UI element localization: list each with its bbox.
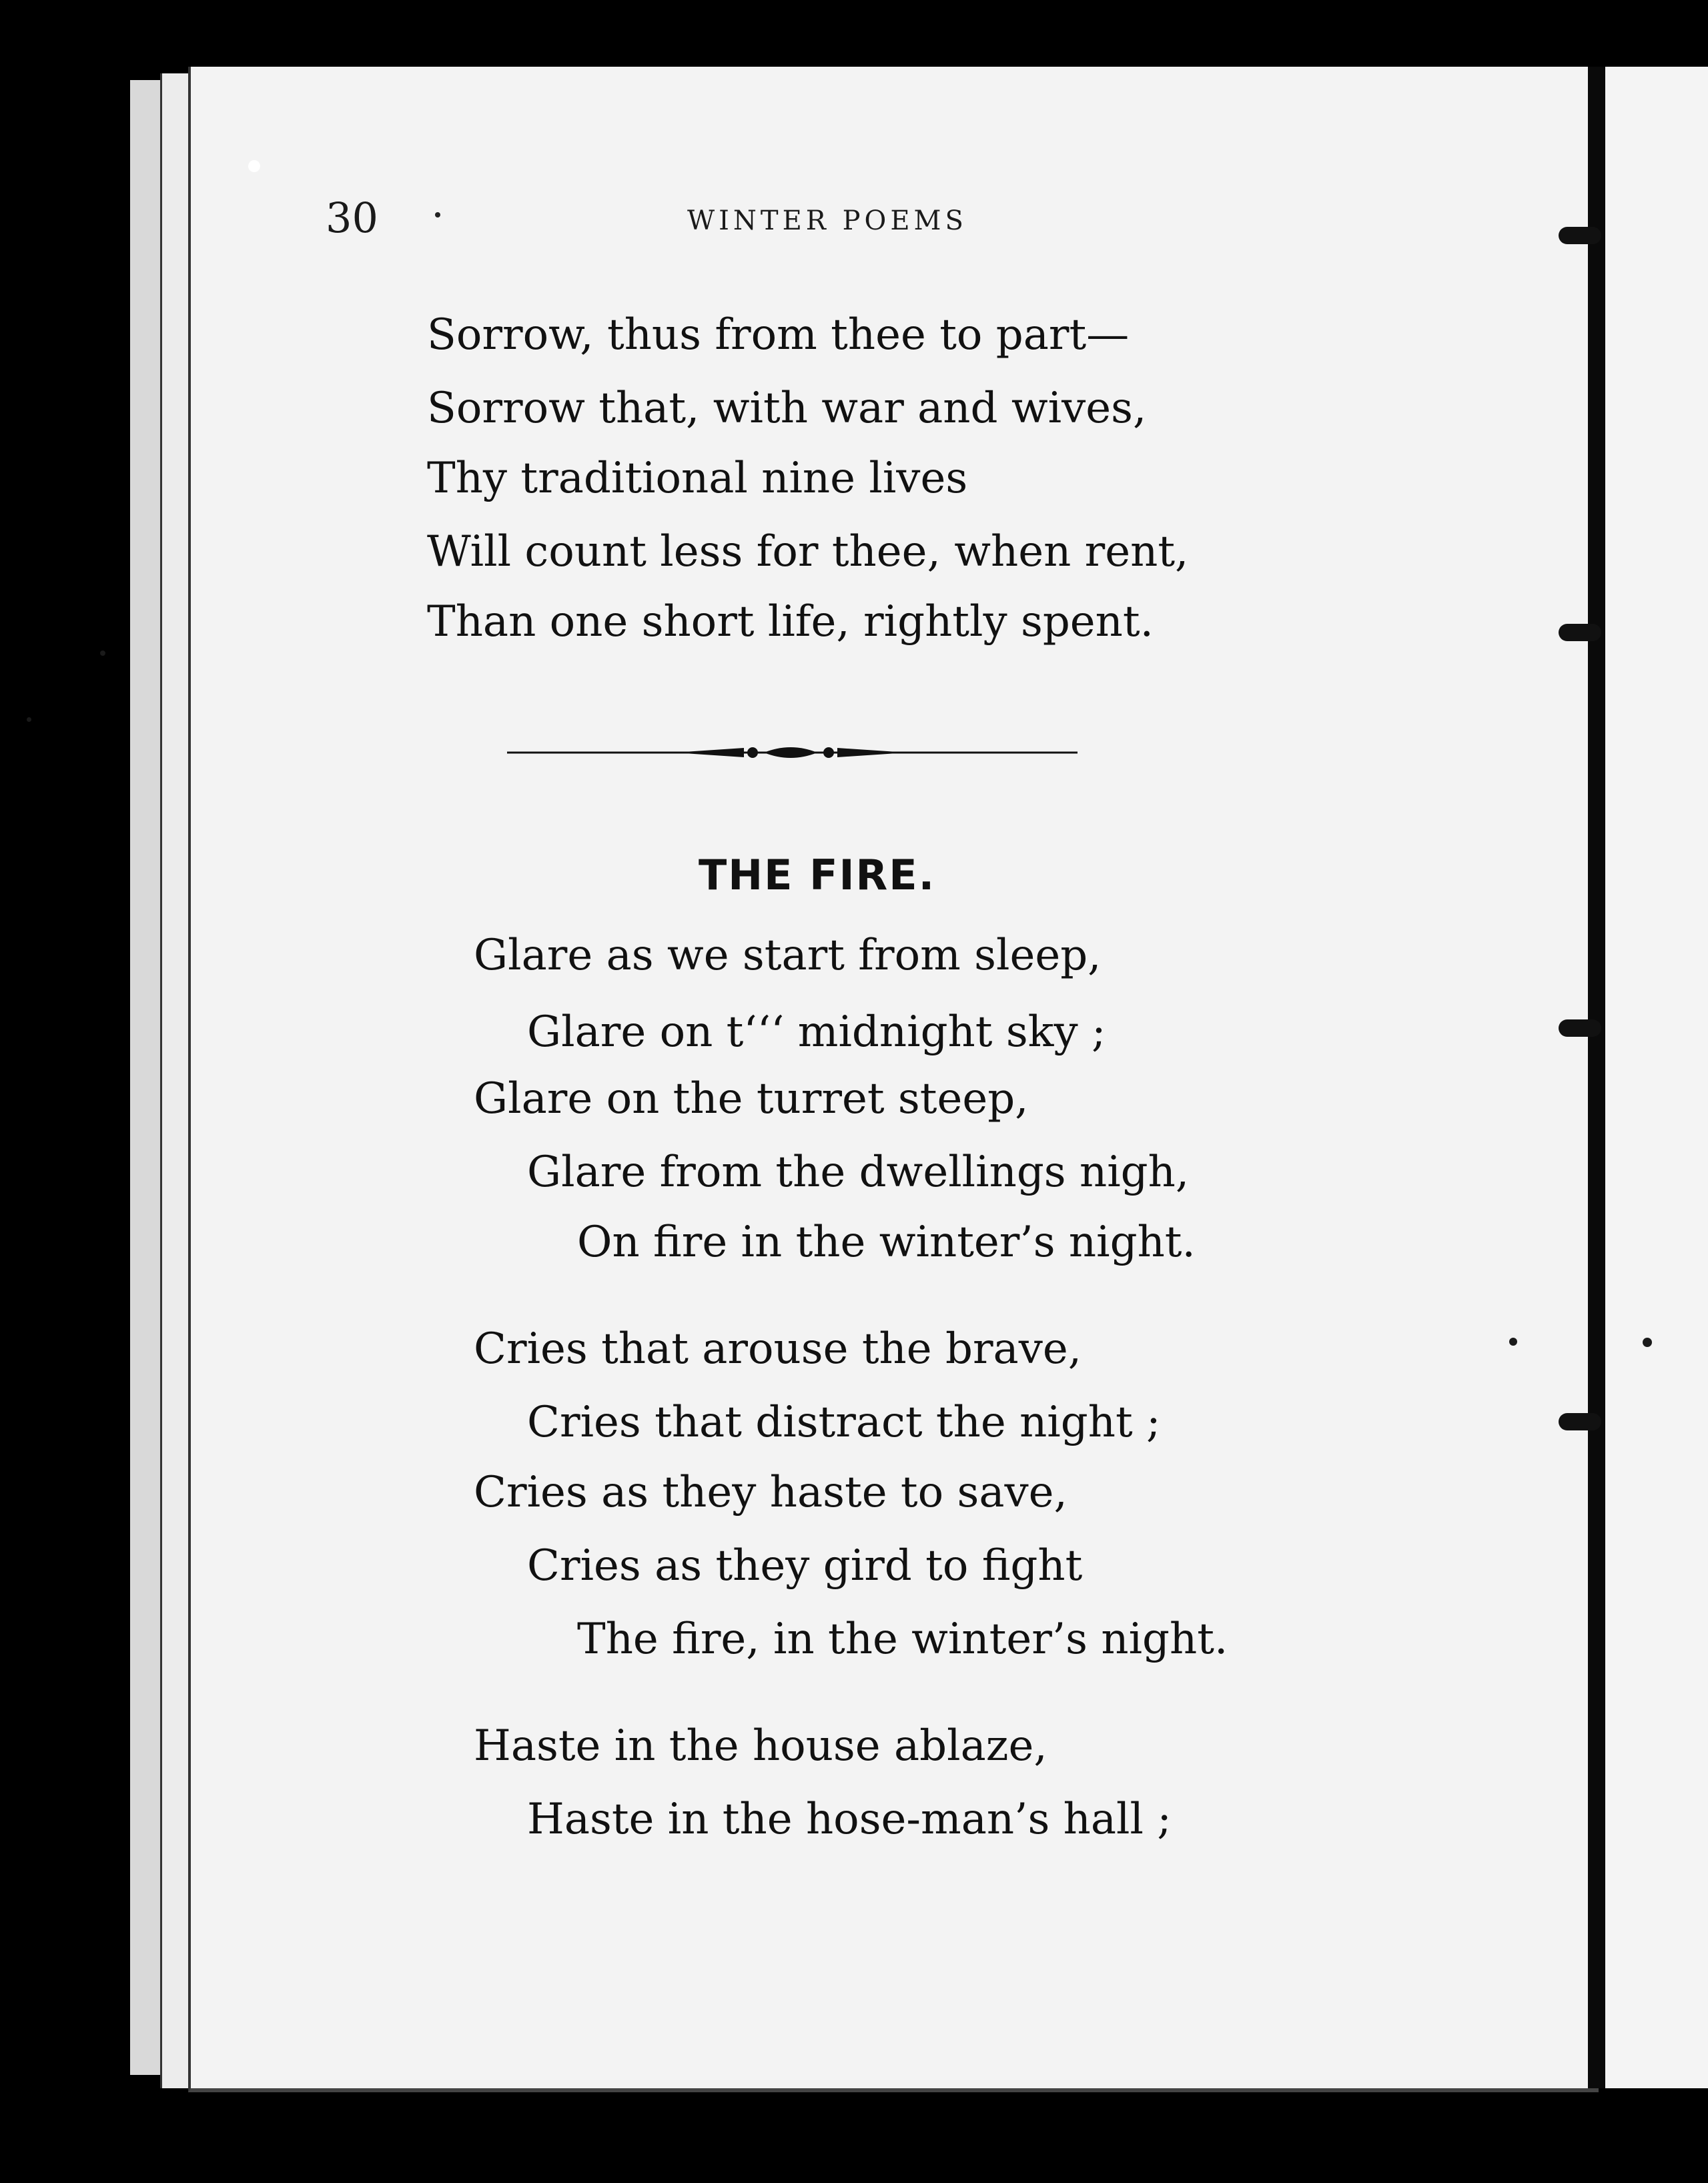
poem-line: Glare from the dwellings nigh, (527, 1148, 1190, 1197)
poem-line: Haste in the hose-man’s hall ; (527, 1795, 1172, 1844)
running-title: WINTER POEMS (687, 205, 967, 236)
poem-line: Cries as they gird to fight (527, 1541, 1083, 1591)
facing-page-edge (1605, 67, 1708, 2088)
poem-title: THE FIRE. (699, 851, 936, 899)
binding-clip (1559, 1413, 1601, 1430)
binding-clip (1559, 1019, 1601, 1037)
scan-speck (100, 650, 105, 656)
poem-line: Than one short life, rightly spent. (427, 597, 1154, 646)
header-dot (435, 212, 440, 217)
poem-line: Cries that arouse the brave, (474, 1324, 1082, 1374)
scan-speck (1509, 1338, 1517, 1346)
poem-line: Cries as they haste to save, (474, 1468, 1068, 1517)
poem-line: The fire, in the winter’s night. (577, 1615, 1228, 1664)
scan-speck (27, 717, 31, 722)
poem-line: Sorrow that, with war and wives, (427, 384, 1147, 433)
scan-speck (1643, 1338, 1652, 1347)
binding-clip (1559, 624, 1601, 641)
poem-line: Haste in the house ablaze, (474, 1721, 1047, 1771)
page-number: 30 (326, 193, 378, 242)
binding-clip (1559, 227, 1601, 244)
book-spine (1588, 67, 1605, 2088)
poem-line: Glare on the turret steep, (474, 1074, 1029, 1124)
poem-line: On fire in the winter’s night. (577, 1218, 1196, 1267)
scan-speck (248, 160, 260, 172)
poem-line: Will count less for thee, when rent, (427, 527, 1189, 576)
poem-line: Sorrow, thus from thee to part— (427, 310, 1130, 360)
ornamental-divider (507, 739, 1078, 766)
poem-line: Glare on t‘‘‘ midnight sky ; (527, 1007, 1106, 1057)
poem-line: Glare as we start from sleep, (474, 931, 1102, 980)
poem-line: Cries that distract the night ; (527, 1398, 1161, 1447)
poem-line: Thy traditional nine lives (427, 454, 968, 503)
